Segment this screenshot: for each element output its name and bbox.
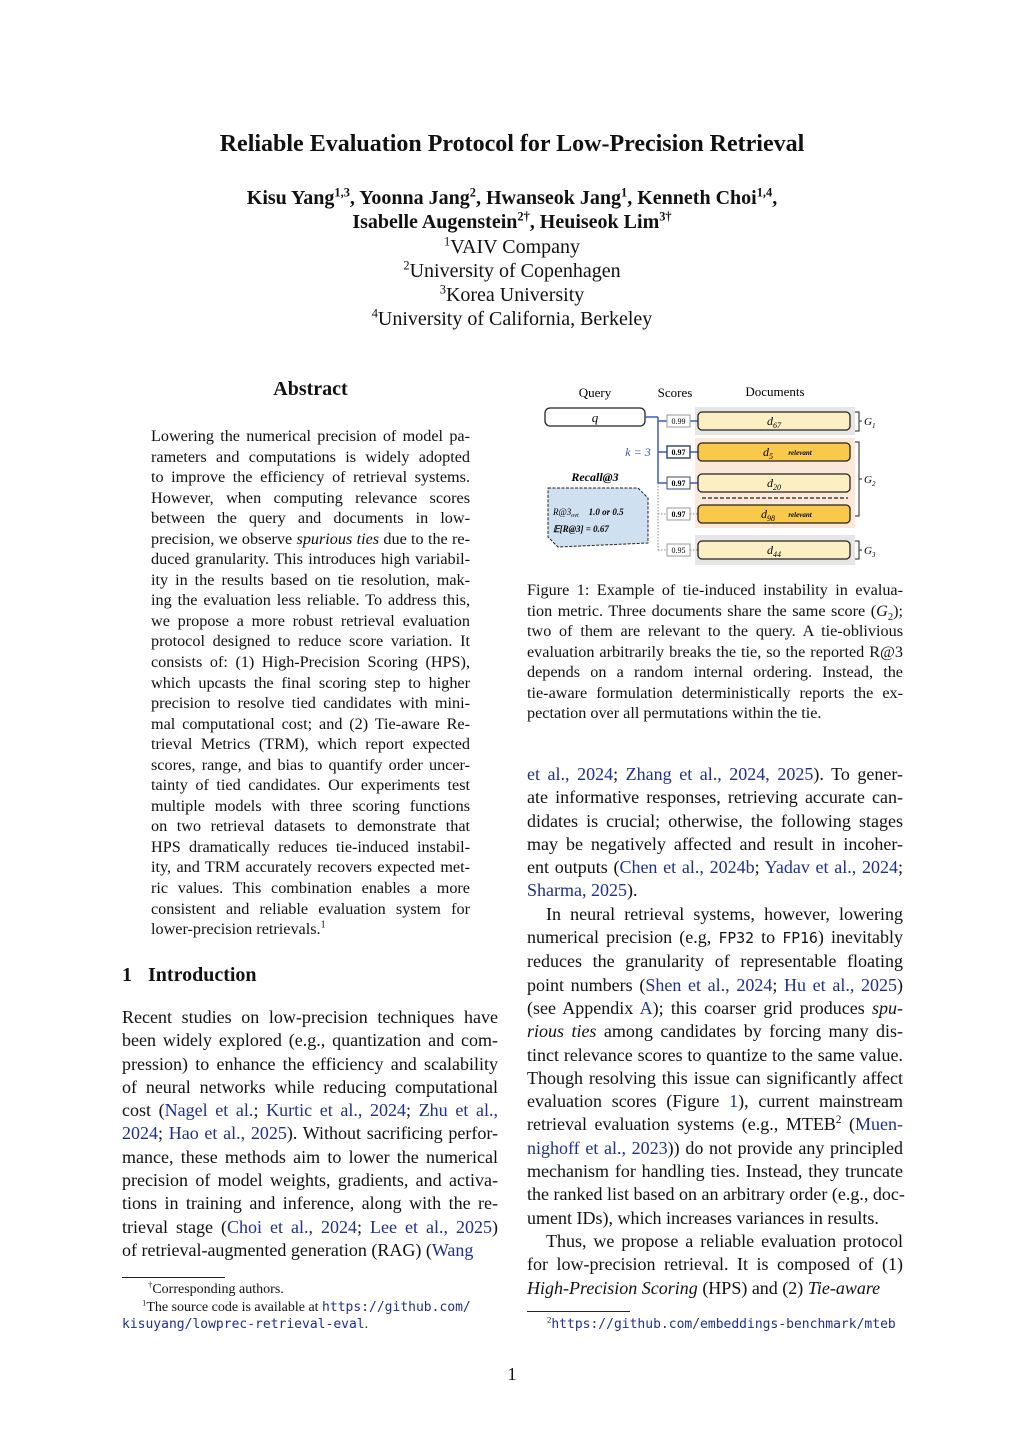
citation-link[interactable]: Muen- xyxy=(855,1114,904,1135)
text-span: may be negatively affected and result in incoher- xyxy=(527,833,903,854)
text-span: ); xyxy=(893,601,903,620)
text-line xyxy=(151,652,470,673)
text-span: ). xyxy=(626,880,638,901)
text-line xyxy=(151,796,470,817)
text-span: Lowering the numerical precision of model pa- xyxy=(151,427,470,445)
document-label: $d_{44}$ xyxy=(767,543,781,559)
text-span: tion metric. Three documents share the same score ( xyxy=(527,601,877,620)
document-row xyxy=(658,541,850,559)
text-line xyxy=(527,810,903,833)
page-number: 1 xyxy=(507,1364,517,1384)
figure-1 xyxy=(530,375,890,570)
header-documents: Documents xyxy=(745,384,805,399)
text-span: tions in training and inference, along with the re- xyxy=(122,1193,498,1214)
text-span: protocol designed to reduce score variation. It xyxy=(151,632,470,651)
text-line xyxy=(527,621,903,642)
text-span: cost ( xyxy=(122,1100,165,1121)
text-span: Figure 1: Example of tie-induced instability in evalua- xyxy=(527,581,903,599)
text-line xyxy=(151,755,470,776)
text-span: reduces the granularity of representable floating xyxy=(527,951,903,972)
text-line xyxy=(151,899,470,920)
citation-link[interactable]: 2024 xyxy=(122,1123,158,1144)
header-scores: Scores xyxy=(657,385,693,400)
text-span: 2 xyxy=(835,1114,842,1127)
footnote-code: $^1$The source code is available at https://github.com/ kisuyang/lowprec-retrieval-eval. xyxy=(122,1296,471,1332)
text-line xyxy=(151,775,470,796)
text-span: precision, we observe xyxy=(151,529,297,548)
text-line xyxy=(527,683,903,704)
text-span: ity, and TRM accurately recovers expected met- xyxy=(151,858,470,877)
document-label: $d_{67}$ xyxy=(767,414,781,430)
right-column-text xyxy=(527,763,903,1300)
text-span: evaluation arbitrarily breaks the tie, so the reported R@3 xyxy=(527,642,903,661)
text-span: of retrieval-augmented generation (RAG) ( xyxy=(122,1239,432,1260)
citation-link[interactable]: nighoff et al., 2023 xyxy=(527,1137,668,1158)
text-span: mechanism for handling ties. Instead, they truncate xyxy=(527,1161,903,1182)
text-span: ) xyxy=(491,1216,498,1237)
citation-link[interactable]: Choi et al., 2024 xyxy=(226,1216,357,1237)
text-line xyxy=(527,662,903,683)
author: Hwanseok Jang$^1$ xyxy=(486,185,628,209)
score-value: 0.99 xyxy=(671,417,686,426)
citation-link[interactable]: Zhu et al., xyxy=(418,1100,498,1121)
text-span: retrieval evaluation systems (e.g., MTEB xyxy=(527,1114,836,1135)
text-line xyxy=(151,837,470,858)
text-span: ); this coarser grid produces xyxy=(652,997,872,1018)
text-line xyxy=(151,549,470,570)
citation-link[interactable]: Lee et al., 2025 xyxy=(370,1216,492,1237)
text-line xyxy=(527,879,903,902)
text-span: tie-aware formulation deterministically reports the ex- xyxy=(527,683,903,702)
text-line xyxy=(122,1122,498,1145)
text-line xyxy=(122,1053,498,1076)
text-line xyxy=(527,703,903,724)
text-span: among candidates by forcing many dis- xyxy=(596,1021,903,1042)
citation-link[interactable]: Yadav et al., 2024 xyxy=(764,857,898,878)
author: Isabelle Augenstein$^{2\dagger}$ xyxy=(352,209,530,233)
citation-link[interactable]: Nagel et al. xyxy=(164,1100,254,1121)
footnote-rule xyxy=(527,1311,630,1312)
text-span: Thus, we propose a reliable evaluation protocol xyxy=(546,1230,903,1251)
score-value: 0.97 xyxy=(671,479,686,488)
text-line xyxy=(151,919,470,940)
text-line xyxy=(151,857,470,878)
mteb-link[interactable]: https://github.com/embeddings-benchmark/mteb xyxy=(551,1317,896,1332)
citation-link[interactable]: Shen et al., 2024 xyxy=(645,974,773,995)
intro-text xyxy=(122,1006,498,1262)
group-label: $G_1$ xyxy=(864,416,876,430)
text-line xyxy=(151,447,470,468)
text-span: Recent studies on low-precision techniques have xyxy=(122,1007,498,1027)
affiliation: $^3$Korea University xyxy=(439,282,585,306)
citation-link[interactable]: Hu et al., 2025 xyxy=(784,974,897,995)
text-span: However, when computing relevance scores xyxy=(151,488,470,507)
author: Yoonna Jang$^2$ xyxy=(359,185,476,209)
text-span: which upcasts the final scoring step to higher xyxy=(151,673,470,692)
group-bracket xyxy=(855,412,875,431)
text-span: numerical precision (e.g, xyxy=(527,927,719,948)
text-line xyxy=(151,878,470,899)
text-line xyxy=(527,1207,903,1230)
text-span: (see Appendix xyxy=(527,997,640,1018)
text-line xyxy=(527,642,903,663)
text-span: to xyxy=(753,927,783,948)
text-span: precision of model weights, gradients, and activa- xyxy=(122,1170,498,1191)
text-line xyxy=(527,1137,903,1160)
footnote-rule xyxy=(122,1277,225,1278)
score-value: 0.95 xyxy=(671,546,686,555)
text-line xyxy=(527,1113,903,1136)
citation-link[interactable]: Kurtic et al., 2024 xyxy=(266,1100,407,1121)
text-span: on two retrieval datasets to demonstrate that xyxy=(151,817,470,836)
abstract-heading: Abstract xyxy=(273,378,348,400)
group-bracket xyxy=(855,541,876,559)
group-bracket xyxy=(855,442,876,516)
text-span: G xyxy=(876,601,888,620)
text-line xyxy=(527,1253,903,1276)
text-span: 1 xyxy=(320,919,326,931)
text-line xyxy=(151,467,470,488)
text-line xyxy=(151,488,470,509)
group-label: $G_3$ xyxy=(864,545,876,559)
text-line xyxy=(151,693,470,714)
text-line xyxy=(122,1169,498,1192)
text-line xyxy=(151,816,470,837)
relevant-tag: relevant xyxy=(788,449,812,457)
text-span: ; xyxy=(613,764,626,784)
text-line xyxy=(527,1044,903,1067)
citation-link[interactable]: A xyxy=(639,997,653,1018)
citation-link[interactable]: Zhang et al., 2024, 2025 xyxy=(625,764,814,784)
score-value: 0.97 xyxy=(671,510,686,519)
text-line xyxy=(151,631,470,652)
text-span: ing the evaluation less reliable. To address this, xyxy=(151,591,470,610)
text-span: FP32 xyxy=(718,930,754,948)
affiliations xyxy=(0,235,1024,331)
text-span: Though resolving this issue can significantly affect xyxy=(527,1067,903,1088)
author-list: Kisu Yang$^{1,3}$, Yoonna Jang$^2$, Hwanseok Jang$^1$, Kenneth Choi$^{1,4}$, Isabelle Augenstein$^{2\dagger}$, Heuiseok Lim$^{3\dagger}$ xyxy=(246,185,778,233)
text-span: tinct relevance scores to quantize to the same value. xyxy=(527,1044,903,1065)
text-span: consistent and reliable evaluation system for xyxy=(151,899,470,918)
text-span: the ranked list based on an arbitrary order (e.g., doc- xyxy=(527,1184,905,1205)
author: Kenneth Choi$^{1,4}$ xyxy=(637,185,773,209)
query-label: q xyxy=(591,410,599,425)
code-link[interactable]: https://github.com/ xyxy=(322,1299,471,1315)
text-span: multiple models with three scoring functions xyxy=(151,796,470,815)
text-span: ; xyxy=(754,857,765,878)
text-line xyxy=(151,570,470,591)
header-query: Query xyxy=(578,385,612,400)
text-line xyxy=(151,426,470,447)
text-line xyxy=(527,856,903,879)
text-span: rious ties xyxy=(527,1021,597,1042)
citation-link[interactable]: et al., 2024 xyxy=(527,764,614,784)
relevant-tag: relevant xyxy=(788,511,812,519)
text-span: High-Precision Scoring xyxy=(527,1277,698,1298)
text-line xyxy=(151,673,470,694)
text-line xyxy=(122,1146,498,1169)
text-span: trieval stage ( xyxy=(122,1216,227,1237)
group-label: $G_2$ xyxy=(864,474,876,488)
text-span: (HPS) and (2) xyxy=(697,1277,808,1298)
text-span: evaluation scores (Figure xyxy=(527,1091,730,1112)
text-span: between the query and documents in low- xyxy=(151,509,470,528)
text-span: FP16 xyxy=(782,930,818,948)
text-span: ) xyxy=(897,974,903,995)
text-span: spu- xyxy=(872,997,903,1018)
document-row xyxy=(658,443,850,461)
text-span: precision to resolve tied candidates with mini- xyxy=(151,694,470,713)
recall-line-1: $R@3_{ovt}$ 1.0 or 0.5 xyxy=(553,507,624,519)
text-span: ) inevitably xyxy=(817,927,903,948)
text-span: duced granularity. This introduces high variabil- xyxy=(151,550,470,569)
affiliation: $^4$University of California, Berkeley xyxy=(371,306,653,330)
text-span: ; xyxy=(772,974,784,995)
affiliation: $^1$VAIV Company xyxy=(443,234,581,258)
text-span: 2 xyxy=(887,611,894,623)
citation-link[interactable]: Wang xyxy=(431,1239,474,1260)
text-span: ; xyxy=(253,1100,267,1121)
document-label: $d_{98}$ xyxy=(761,507,775,523)
text-line xyxy=(122,1029,498,1052)
text-span: consists of: (1) High-Precision Scoring (HPS), xyxy=(151,653,470,672)
text-line xyxy=(527,1160,903,1183)
text-line xyxy=(527,1277,903,1300)
text-span: point numbers ( xyxy=(527,974,646,995)
text-line xyxy=(527,1183,903,1206)
text-span: ument IDs), which increases variances in results. xyxy=(527,1207,879,1228)
text-span: HPS dramatically reduces tie-induced instabil- xyxy=(151,837,470,856)
text-span: ), current mainstream xyxy=(738,1091,903,1112)
text-line xyxy=(527,974,903,997)
footnote-mteb: $^2$https://github.com/embeddings-benchmark/mteb xyxy=(547,1314,896,1332)
text-line xyxy=(527,1067,903,1090)
text-line xyxy=(527,1020,903,1043)
text-line xyxy=(122,1239,498,1262)
document-row xyxy=(658,412,850,430)
text-line xyxy=(527,580,903,601)
text-span: ent outputs ( xyxy=(527,857,620,878)
text-span: depends on a random internal ordering. Instead, the xyxy=(527,663,903,681)
text-span: been widely explored (e.g., quantization and com- xyxy=(122,1030,498,1051)
text-span: ity in the results based on tie resolution, mak- xyxy=(151,570,470,589)
text-line xyxy=(122,1006,498,1029)
document-row xyxy=(658,474,850,492)
document-label: $d_{20}$ xyxy=(767,476,781,492)
citation-link[interactable]: 1 xyxy=(729,1091,739,1112)
text-span: due to the re- xyxy=(379,529,470,548)
text-line xyxy=(122,1216,498,1239)
text-span: trieval Metrics (TRM), which report expected xyxy=(151,735,470,754)
text-line xyxy=(527,1230,903,1253)
recall-line-2: 𝔼[R@3] = 0.67 xyxy=(553,524,609,534)
text-span: to improve the efficiency of retrieval systems. xyxy=(151,468,470,487)
text-span: mal computational cost; and (2) Tie-aware Re- xyxy=(151,714,470,733)
text-span: In neural retrieval systems, however, lowering xyxy=(546,903,903,924)
author: Heuiseok Lim$^{3\dagger}$ xyxy=(539,209,672,233)
text-span: tainty of tied candidates. Our experiments test xyxy=(151,776,470,795)
text-line xyxy=(151,508,470,529)
text-line xyxy=(527,786,903,809)
text-line xyxy=(122,1076,498,1099)
affiliation: $^2$University of Copenhagen xyxy=(403,258,621,282)
text-line xyxy=(527,950,903,973)
text-span: lower-precision retrievals. xyxy=(151,920,321,939)
text-line xyxy=(151,529,470,550)
text-span: spurious ties xyxy=(296,529,380,548)
section-heading: 1 Introduction xyxy=(122,964,257,986)
text-line xyxy=(527,601,903,622)
text-span: ; xyxy=(356,1216,370,1237)
text-span: )) do not provide any principled xyxy=(667,1137,903,1158)
text-span: pectation over all permutations within the tie. xyxy=(527,704,822,722)
citation-link[interactable]: Sharma, 2025 xyxy=(527,880,627,901)
k-label: k = 3 xyxy=(625,445,651,459)
text-span: ; xyxy=(406,1100,419,1121)
text-span: for low-precision retrieval. It is composed of (1) xyxy=(527,1254,903,1275)
text-line xyxy=(527,833,903,856)
text-span: of neural networks while reducing computational xyxy=(122,1076,498,1097)
code-link[interactable]: kisuyang/lowprec-retrieval-eval xyxy=(122,1317,365,1332)
text-span: ; xyxy=(897,857,903,878)
text-line xyxy=(151,714,470,735)
figure-caption xyxy=(527,580,903,724)
footnote-corresponding: †Corresponding authors. xyxy=(148,1279,284,1297)
text-line xyxy=(527,1090,903,1113)
text-line xyxy=(122,1192,498,1215)
text-span: ate informative responses, retrieving accurate can- xyxy=(527,787,903,808)
abstract-text xyxy=(151,426,470,940)
text-span: ). Without sacrificing perfor- xyxy=(286,1123,498,1144)
text-span: we propose a more robust retrieval evaluation xyxy=(151,611,470,630)
document-label: $d_5$ xyxy=(763,445,773,461)
text-span: Tie-aware xyxy=(807,1277,881,1298)
text-line xyxy=(122,1099,498,1122)
score-value: 0.97 xyxy=(671,448,686,457)
text-span: pression) to enhance the efficiency and scalability xyxy=(122,1053,498,1074)
recall-title: Recall@3 xyxy=(571,470,619,484)
text-span: scores, range, and bias to quantify order uncer- xyxy=(151,755,470,774)
text-span: ric values. This combination enables a more xyxy=(151,879,470,898)
group-brackets xyxy=(855,412,876,559)
citation-link[interactable]: Chen et al., 2024b xyxy=(619,857,755,878)
footnotes-left xyxy=(122,1281,498,1334)
document-box xyxy=(698,443,850,461)
text-span: mance, these methods aim to lower the numerical xyxy=(122,1146,498,1167)
text-line xyxy=(151,611,470,632)
recall-box xyxy=(548,488,648,547)
text-span: ). To gener- xyxy=(813,764,904,784)
text-line xyxy=(527,997,903,1020)
document-row xyxy=(658,505,850,523)
text-line xyxy=(527,763,903,786)
citation-link[interactable]: Hao et al., 2025 xyxy=(168,1123,287,1144)
text-span: ; xyxy=(158,1123,169,1144)
text-line xyxy=(527,903,903,926)
text-line xyxy=(151,734,470,755)
paper-title: Reliable Evaluation Protocol for Low-Precision Retrieval xyxy=(219,131,805,157)
text-line xyxy=(527,926,903,950)
text-span: two of them are relevant to the query. A tie-oblivious xyxy=(527,622,903,640)
author: Kisu Yang$^{1,3}$ xyxy=(246,185,350,209)
text-span: rameters and computations is widely adopted xyxy=(151,447,470,466)
text-line xyxy=(151,590,470,611)
text-span: didates is crucial; otherwise, the following stages xyxy=(527,810,903,831)
text-span: ( xyxy=(841,1114,856,1135)
